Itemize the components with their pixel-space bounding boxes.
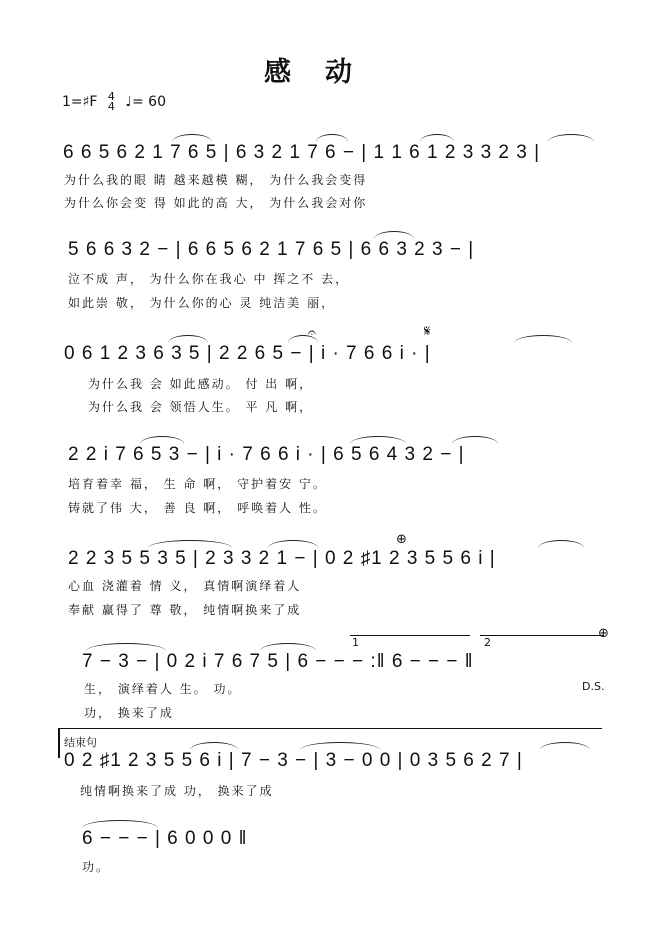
coda-section-rule	[58, 728, 602, 729]
segno-mark: 𝄋	[424, 322, 431, 340]
tempo-marking: ♩= 60	[125, 94, 166, 110]
lyrics-verse-1: 为什么我的眼 睛 越来越模 糊， 为什么我会变得	[64, 173, 368, 187]
notes-line: 0 2 ♯1 2 3 5 5 6 i | 7 − 3 − | 3 − 0 0 | 0 3 5 6 2 7 |	[64, 750, 523, 771]
key-signature: 1=♯F	[62, 94, 98, 110]
lyrics-verse-1: 纯情啊换来了成 功， 换来了成	[80, 784, 274, 798]
slur	[374, 231, 414, 239]
slur	[148, 540, 232, 548]
coda-mark: ⊕	[598, 626, 609, 641]
slur	[140, 436, 184, 444]
fermata-mark: 𝄐	[308, 325, 316, 341]
coda-section-bracket	[58, 728, 60, 758]
slur	[300, 742, 380, 750]
slur	[540, 742, 590, 750]
ds-marking: D.S.	[582, 680, 605, 693]
lyrics-verse-1: 心血 浇灌着 情 义， 真情啊演绎着人	[68, 579, 302, 593]
volta-2-label: 2	[484, 636, 491, 649]
slur	[316, 134, 348, 142]
ending-label: 结束句	[64, 736, 97, 749]
volta-1-bracket	[350, 635, 470, 636]
header-line	[62, 92, 166, 112]
slur	[452, 436, 498, 444]
notes-line: 0 6 1 2 3 6 3 5 | 2 2 6 5 − | i · 7 6 6 i · |	[64, 343, 431, 364]
slur	[82, 820, 158, 828]
notes-line: 6 6 5 6 2 1 7 6 5 | 6 3 2 1 7 6 − | 1 1 6 1 2 3 3 2 3 |	[63, 142, 541, 163]
slur	[350, 436, 406, 444]
lyrics-verse-2: 奉献 赢得了 尊 敬， 纯情啊换来了成	[68, 603, 302, 617]
slur	[260, 643, 316, 651]
lyrics-verse-2: 为什么你会变 得 如此的高 大， 为什么我会对你	[64, 196, 368, 210]
notes-line: 2 2 i 7 6 5 3 − | i · 7 6 6 i · | 6 5 6 4 3 2 − |	[68, 444, 465, 465]
slur	[514, 335, 572, 343]
notes-line: 6 − − − | 6 0 0 0 ‖	[82, 828, 248, 849]
lyrics-verse-2: 为什么我 会 领悟人生。 平 凡 啊，	[88, 400, 314, 414]
slur	[268, 540, 318, 548]
lyrics-verse-1: 泣不成 声， 为什么你在我心 中 挥之不 去，	[68, 272, 350, 286]
lyrics-verse-2: 铸就了伟 大， 善 良 啊， 呼唤着人 性。	[68, 501, 327, 515]
time-signature-top: 4	[107, 90, 115, 103]
time-signature-bottom: 4	[107, 100, 115, 113]
lyrics-verse-1: 培育着幸 福， 生 命 啊， 守护着安 宁。	[68, 477, 327, 491]
lyrics-verse-1: 为什么我 会 如此感动。 付 出 啊，	[88, 377, 314, 391]
song-title: 感动	[264, 57, 386, 88]
coda-mark: ⊕	[396, 532, 407, 547]
lyrics-verse-1: 功。	[82, 860, 111, 874]
slur	[86, 643, 166, 651]
notes-line: 2 2 3 5 5 3 5 | 2 3 3 2 1 − | 0 2 ♯1 2 3 5 5 6 i |	[68, 548, 496, 569]
notes-line: 5 6 6 3 2 − | 6 6 5 6 2 1 7 6 5 | 6 6 3 2 3 − |	[68, 239, 475, 260]
slur	[190, 742, 238, 750]
slur	[172, 134, 212, 142]
time-signature	[108, 92, 115, 112]
lyrics-verse-2: 如此崇 敬， 为什么你的心 灵 纯洁美 丽，	[68, 296, 336, 310]
lyrics-verse-1: 生， 演绎着人 生。 功。	[84, 682, 242, 696]
volta-2-bracket	[480, 635, 604, 636]
slur	[538, 540, 584, 548]
slur	[420, 134, 454, 142]
notes-line: 7 − 3 − | 0 2 i 7 6 7 5 | 6 − − − :‖ 6 − − − ‖	[82, 651, 474, 672]
volta-1-label: 1	[352, 636, 359, 649]
slur	[168, 335, 208, 343]
lyrics-verse-2: 功， 换来了成	[84, 706, 174, 720]
slur	[548, 134, 594, 142]
